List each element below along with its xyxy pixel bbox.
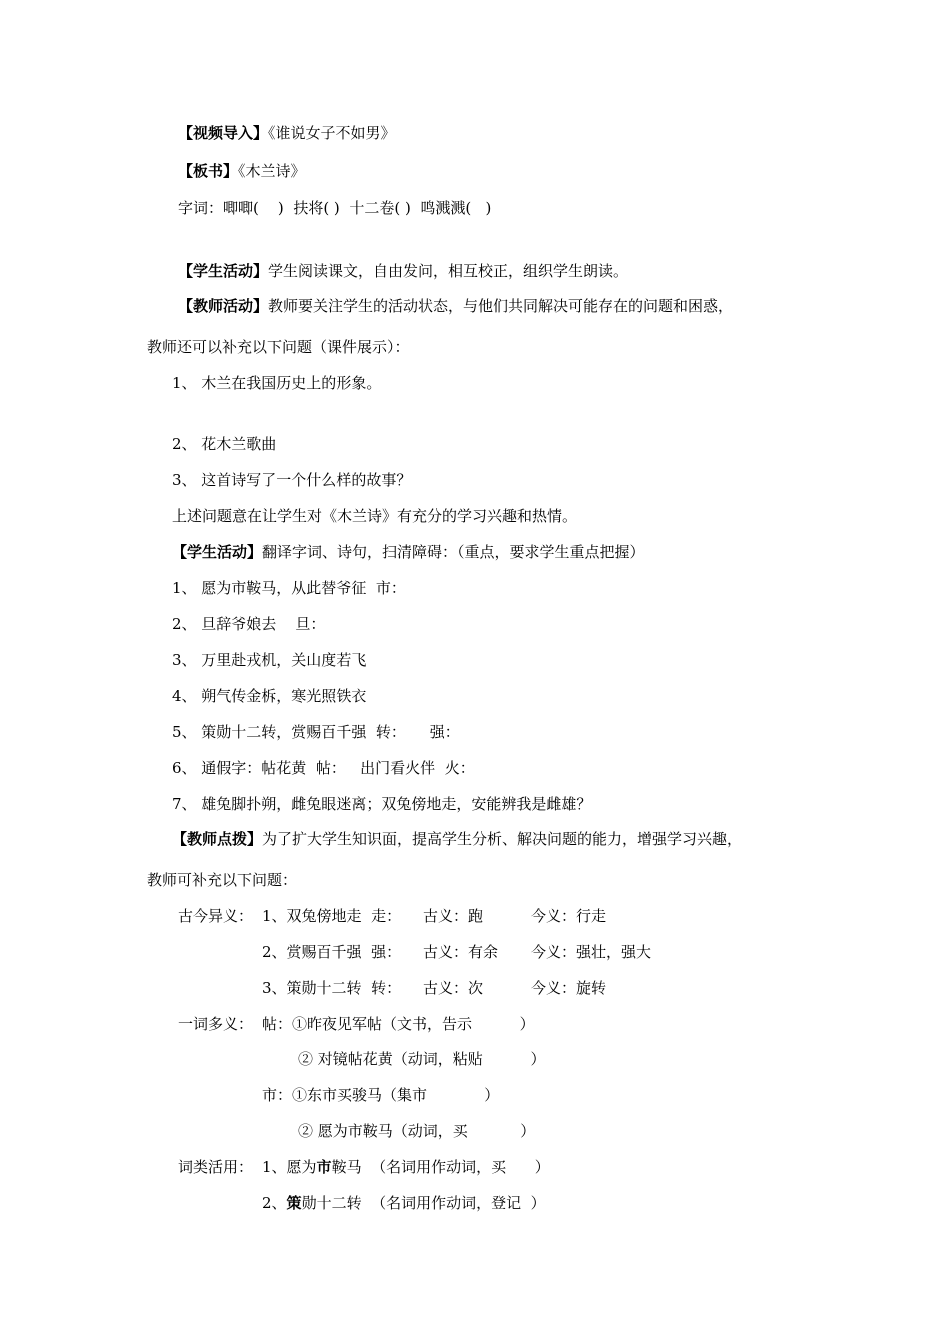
cilei-2-suffix: 勋十二转 （名词用作动词，登记 ） [301,1194,546,1212]
gujin-1-modern: 今义：行走 [531,907,607,925]
translate-item-6: 6、 通假字：帖花黄 帖： 出门看火伴 火： [172,759,475,777]
translate-item-1: 1、 愿为市鞍马，从此替爷征 市： [172,579,406,597]
purpose-line: 上述问题意在让学生对《木兰诗》有充分的学习兴趣和热情。 [172,507,578,525]
teacher-continuation-2: 教师可补充以下问题： [147,871,298,889]
gujin-3-modern: 今义：旋转 [531,979,607,997]
question-3: 3、 这首诗写了一个什么样的故事？ [172,471,412,489]
yici-label: 一词多义： [178,1015,254,1033]
translate-item-2: 2、 旦辞爷娘去 旦： [172,615,326,633]
yici-shi-2: ② 愿为市鞍马（动词，买 ） [298,1122,536,1140]
teacher-tag-1: 【教师活动】 [178,297,269,315]
student-text-2: 翻译字词、诗句，扫清障碍：（重点，要求学生重点把握） [262,543,645,561]
translate-item-7: 7、 雄兔脚扑朔，雌兔眼迷离；双兔傍地走，安能辨我是雌雄？ [172,795,592,813]
cilei-item-1 [262,1157,550,1177]
teacher-guidance [172,829,742,849]
cilei-1-prefix: 1、愿为 [262,1158,317,1176]
student-text-1: 学生阅读课文，自由发问，相互校正，组织学生朗读。 [268,262,629,280]
gujin-3-ancient: 古义：次 [423,979,484,997]
translate-item-5: 5、 策勋十二转，赏赐百千强 转： 强： [172,723,460,741]
cilei-2-prefix: 2、 [262,1194,287,1212]
teacher-text-1: 教师要关注学生的活动状态，与他们共同解决可能存在的问题和困惑， [268,297,734,315]
cilei-2-keyword: 策 [286,1194,302,1212]
student-activity-2 [172,542,645,562]
teacher-continuation-1: 教师还可以补充以下问题（课件展示）： [147,338,410,356]
cilei-item-2 [262,1193,546,1213]
vocab-line: 字词：唧唧( ) 扶将( ) 十二卷( ) 鸣溅溅( ) [178,199,492,217]
cilei-1-keyword: 市 [316,1158,332,1176]
student-activity-1 [178,261,628,281]
gujin-2-word: 2、赏赐百千强 强： [262,943,402,961]
gujin-2-ancient: 古义：有余 [423,943,499,961]
translate-item-4: 4、 朔气传金柝，寒光照铁衣 [172,687,367,705]
gujin-1-word: 1、双兔傍地走 走： [262,907,402,925]
teacher-tag-2: 【教师点拨】 [172,830,263,848]
yici-tie-2: ② 对镜帖花黄（动词，粘贴 ） [298,1050,546,1068]
question-1: 1、 木兰在我国历史上的形象。 [172,374,382,392]
video-intro-tag: 【视频导入】 [178,124,269,142]
gujin-label: 古今异义： [178,907,254,925]
gujin-1-ancient: 古义：跑 [423,907,484,925]
question-2: 2、 花木兰歌曲 [172,435,277,453]
board-tag: 【板书】 [178,162,239,180]
yici-shi-1: 市：①东市买骏马（集市 ） [262,1086,500,1104]
video-intro-line [178,123,396,143]
student-tag-1: 【学生活动】 [178,262,269,280]
cilei-label: 词类活用： [178,1158,254,1176]
video-intro-text: 《谁说女子不如男》 [268,124,396,142]
yici-tie-1: 帖：①昨夜见军帖（文书，告示 ） [262,1015,535,1033]
gujin-2-modern: 今义：强壮，强大 [531,943,652,961]
teacher-text-2: 为了扩大学生知识面，提高学生分析、解决问题的能力，增强学习兴趣， [262,830,743,848]
translate-item-3: 3、 万里赴戎机，关山度若飞 [172,651,367,669]
board-text: 《木兰诗》 [238,162,306,180]
gujin-3-word: 3、策勋十二转 转： [262,979,402,997]
cilei-1-suffix: 鞍马 （名词用作动词，买 ） [331,1158,550,1176]
board-line [178,161,306,181]
student-tag-2: 【学生活动】 [172,543,263,561]
teacher-activity-1 [178,296,733,316]
